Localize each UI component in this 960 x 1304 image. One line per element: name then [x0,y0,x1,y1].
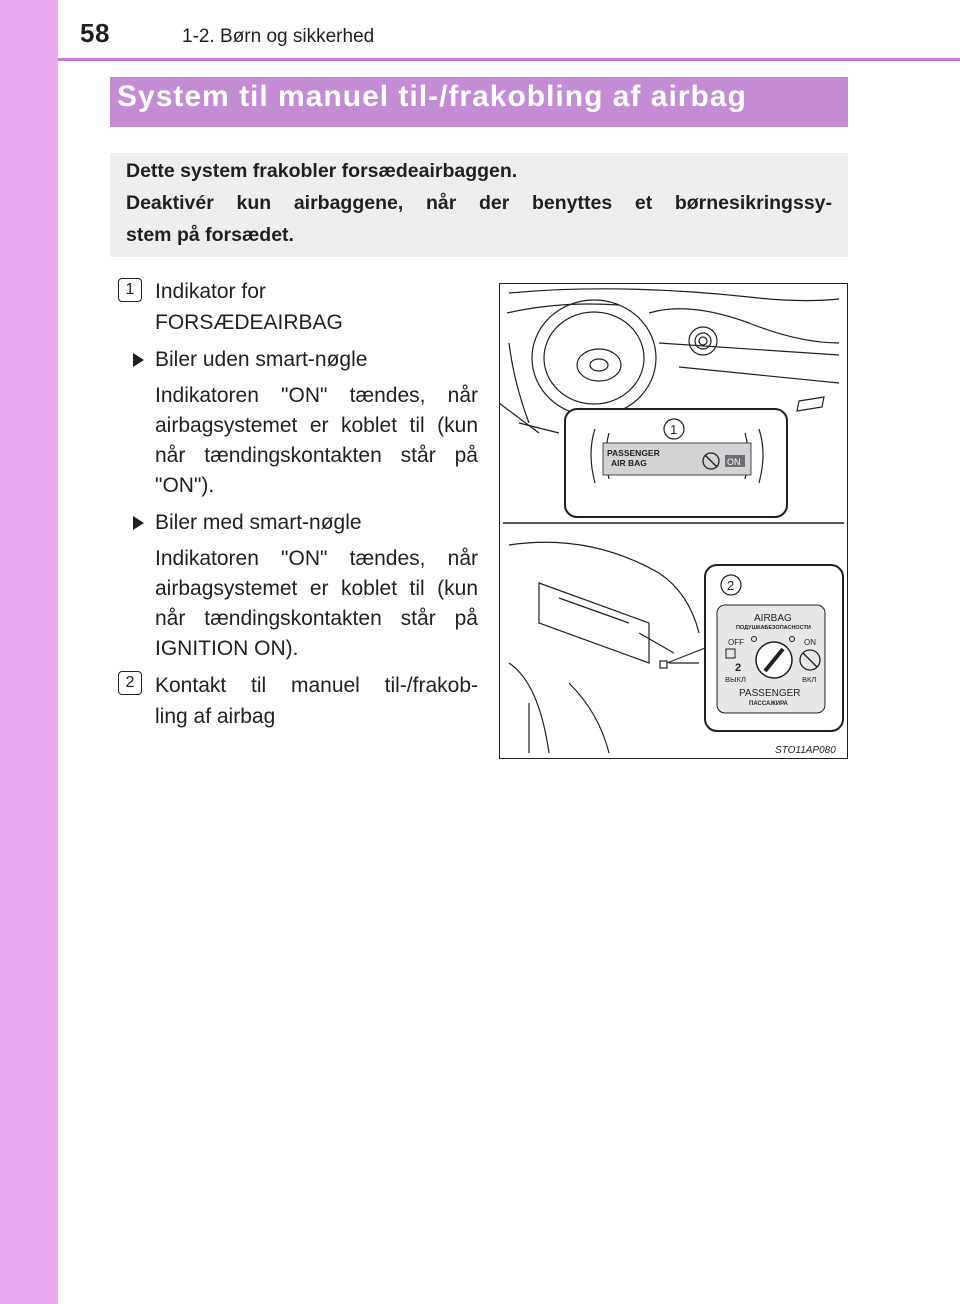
indicator-label-2: AIR BAG [611,458,647,468]
indicator-label-1: PASSENGER [607,448,660,458]
switch-off-label: OFF [728,638,744,647]
callout-2-label: 2 [727,578,735,593]
item-badge-1: 1 [118,278,142,302]
page-number: 58 [80,18,110,48]
switch-off-label-ru: ВЫКЛ [725,675,746,684]
indicator-on-text: ON [727,457,741,467]
switch-on-label: ON [804,638,816,647]
left-margin-band [0,0,58,1304]
section-title: System til manuel til-/frakobling af airbag [117,80,747,113]
item1-title-line-2: FORSÆDEAIRBAG [155,311,343,334]
header-divider [58,58,960,61]
sub1-line-1: Indikatoren "ON" tændes, når [155,384,478,407]
sub1-line-3: når tændingskontakten står på [155,444,478,467]
callout-1-label: 1 [670,422,678,437]
switch-bottom-label-ru: ПАССАЖИРА [749,701,788,707]
switch-on-label-ru: ВКЛ [802,675,817,684]
intro-line-2: Deaktivér kun airbaggene, når der benyttes et børnesikringssy- [126,192,832,214]
sub2-line-4: IGNITION ON). [155,637,299,660]
figure-code: STO11AP080 [775,745,836,756]
key-switch-icon [756,642,792,678]
airbag-illustration [499,283,848,759]
switch-top-label-ru: ПОДУШКАБЕЗОПАСНОСТИ [736,625,811,631]
bullet-triangle-icon [133,516,144,530]
sub1-line-2: airbagsystemet er koblet til (kun [155,414,478,437]
item1-title-line-1: Indikator for [155,280,266,303]
svg-text:2: 2 [735,662,742,674]
intro-line-1: Dette system frakobler forsædeairbaggen. [126,160,518,182]
item2-line-2: ling af airbag [155,705,276,728]
sub2-line-2: airbagsystemet er koblet til (kun [155,577,478,600]
item-badge-2: 2 [118,671,142,695]
sub2-line-3: når tændingskontakten står på [155,607,478,630]
intro-line-3: stem på forsædet. [126,224,294,246]
switch-bottom-label: PASSENGER [739,688,801,699]
switch-top-label: AIRBAG [754,613,792,624]
bullet-triangle-icon [133,353,144,367]
sub2-heading: Biler med smart-nøgle [155,511,362,534]
sub1-heading: Biler uden smart-nøgle [155,348,368,371]
item2-line-1: Kontakt til manuel til-/frakob- [155,674,478,697]
sub1-line-4: "ON"). [155,474,215,497]
chapter-heading: 1-2. Børn og sikkerhed [182,26,375,47]
sub2-line-1: Indikatoren "ON" tændes, når [155,547,478,570]
